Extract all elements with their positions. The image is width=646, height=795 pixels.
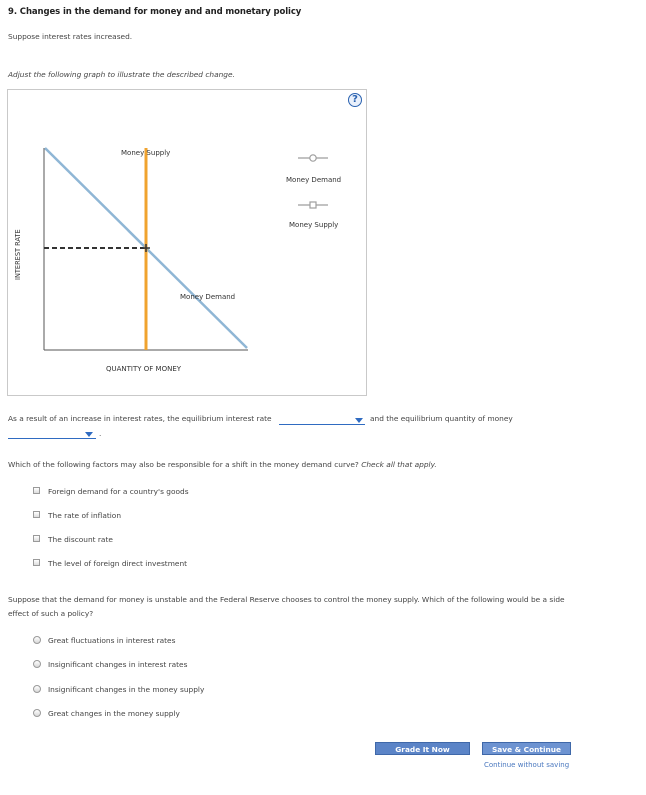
option-discount-rate: The discount rate xyxy=(48,535,113,544)
help-icon[interactable]: ? xyxy=(348,93,362,107)
radio-great-fluctuations[interactable] xyxy=(33,636,41,644)
legend-demand-marker[interactable] xyxy=(298,155,328,161)
option-inflation-rate: The rate of inflation xyxy=(48,511,122,520)
grade-button[interactable]: Grade It Now xyxy=(375,742,470,755)
chevron-down-icon[interactable] xyxy=(85,432,93,437)
supply-curve-label: Money Supply xyxy=(121,149,171,157)
money-market-graph xyxy=(8,90,366,395)
option-great-changes-money: Great changes in the money supply xyxy=(48,709,180,718)
checkbox-foreign-investment[interactable] xyxy=(33,559,40,566)
option-insignificant-money: Insignificant changes in the money supply xyxy=(48,685,205,694)
factors-prompt-text: Which of the following factors may also be responsible for a shift in the money demand curve? xyxy=(8,460,359,469)
option-great-fluctuations: Great fluctuations in interest rates xyxy=(48,636,176,645)
interest-rate-dropdown[interactable] xyxy=(279,414,365,425)
checkbox-discount-rate[interactable] xyxy=(33,535,40,542)
save-continue-button[interactable]: Save & Continue xyxy=(482,742,571,755)
blank-sentence-end: . xyxy=(99,429,102,438)
x-axis-label: QUANTITY OF MONEY xyxy=(106,365,182,373)
option-foreign-investment: The level of foreign direct investment xyxy=(48,559,188,568)
radio-great-changes-money[interactable] xyxy=(33,709,41,717)
radio-insignificant-money[interactable] xyxy=(33,685,41,693)
option-foreign-demand: Foreign demand for a country's goods xyxy=(48,487,189,496)
quantity-dropdown[interactable] xyxy=(8,428,96,439)
legend-supply-label: Money Supply xyxy=(289,221,339,229)
continue-without-saving-link[interactable]: Continue without saving xyxy=(484,761,570,769)
chevron-down-icon[interactable] xyxy=(355,418,363,423)
option-insignificant-interest: Insignificant changes in interest rates xyxy=(48,660,188,669)
legend-supply-marker[interactable] xyxy=(298,202,328,208)
radio-insignificant-interest[interactable] xyxy=(33,660,41,668)
demand-curve-label: Money Demand xyxy=(180,293,236,301)
legend-demand-label: Money Demand xyxy=(286,176,342,184)
question-title: 9. Changes in the demand for money and and monetary policy xyxy=(8,7,302,17)
policy-prompt-line1: Suppose that the demand for money is unstable and the Federal Reserve chooses to control the money supply. Which of the following would be a side xyxy=(8,595,565,604)
factors-prompt xyxy=(8,460,437,469)
checkbox-inflation-rate[interactable] xyxy=(33,511,40,518)
factors-prompt-hint: Check all that apply. xyxy=(361,460,437,469)
blank-sentence-middle: and the equilibrium quantity of money xyxy=(370,414,513,423)
y-axis-label: INTEREST RATE xyxy=(14,229,22,280)
graph-instruction: Adjust the following graph to illustrate the described change. xyxy=(8,70,235,79)
question-premise: Suppose interest rates increased. xyxy=(8,32,133,41)
policy-prompt-line2: effect of such a policy? xyxy=(8,609,94,618)
blank-sentence-start: As a result of an increase in interest rates, the equilibrium interest rate xyxy=(8,414,272,423)
checkbox-foreign-demand[interactable] xyxy=(33,487,40,494)
